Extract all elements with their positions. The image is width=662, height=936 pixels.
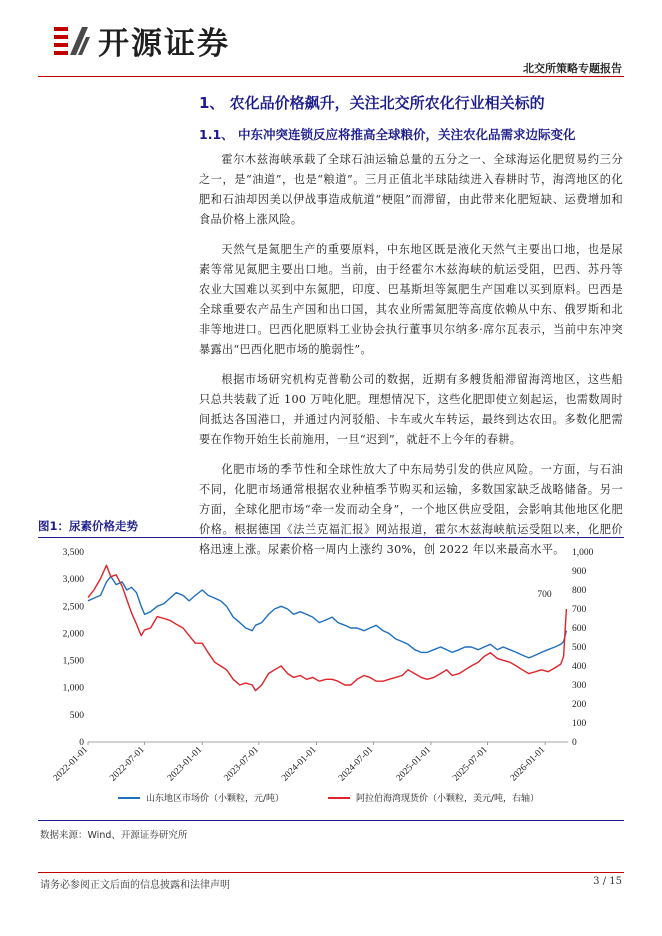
logo-text: 开源证券 [98,26,230,62]
y-right-tick-label: 300 [572,681,587,691]
chart-series [88,565,566,690]
y-right-tick-label: 200 [572,700,587,710]
y-right-tick-label: 0 [572,738,577,748]
header-divider [38,76,624,77]
y-left-tick-label: 1,000 [62,683,84,694]
figure-title: 图1：尿素价格走势 [38,519,139,533]
y-left-tick-label: 3,500 [62,548,84,558]
x-tick-label: 2025-01-01 [394,745,434,784]
annotation-label: 700 [537,590,552,600]
y-right-tick-label: 100 [572,719,587,729]
y-right-tick-label: 800 [572,586,587,596]
paragraph-1: 霍尔木兹海峡承载了全球石油运输总量的五分之一、全球海运化肥贸易约三分之一，是“油道”，也是“粮道”。三月正值北半球陆续进入春耕时节，海湾地区的化肥和石油却因美以伊战事造成航道“梗阻”而滞留，由此带来化肥短缺、运费增加和食品价格上涨风险。 [199,153,623,226]
x-tick-label: 2024-01-01 [280,745,319,784]
figure-bottom-rule [38,820,624,821]
x-tick-label: 2024-07-01 [337,745,376,784]
x-tick-label: 2026-01-01 [508,745,548,784]
page-header [0,0,662,78]
body-text [199,150,623,570]
x-tick-label: 2022-01-01 [51,745,91,784]
footer-divider [38,872,624,873]
y-right-tick-label: 600 [572,624,587,634]
paragraph-3: 根据市场研究机构克普勒公司的数据，近期有多艘货船滞留海湾地区，这些船只总共装载了近 100 万吨化肥。理想情况下，这些化肥即使立刻起运，也需数周时间抵达各国港口，并通过内河驳船、卡车或火车转运，最终到达农田。多数化肥需要在作物开始生长前施用，一旦“迟到”，就赶不上今年的春耕。 [199,373,623,446]
section-heading: 1、 农化品价格飙升，关注北交所农化行业相关标的 [199,94,545,112]
urea-price-chart [38,540,624,820]
data-source: 数据来源：Wind、开源证券研究所 [40,830,188,841]
brand-logo [52,18,230,63]
y-left-tick-label: 1,500 [62,656,84,667]
x-tick-label: 2022-07-01 [108,745,147,784]
report-type-label: 北交所策略专题报告 [523,62,622,75]
x-tick-label: 2023-01-01 [165,745,205,784]
chart-legend [118,792,539,804]
logo-mark-icon [52,21,92,61]
series-line-2 [88,565,566,690]
paragraph-2: 天然气是氮肥生产的重要原料，中东地区既是液化天然气主要出口地，也是尿素等常见氮肥主要出口地。当前，由于经霍尔木兹海峡的航运受阻，巴西、苏丹等农业大国难以买到中东氮肥，印度、巴基斯坦等氮肥生产国难以买到原料。巴西是全球重要农产品生产国和出口国，其农业所需氮肥等高度依赖从中东、俄罗斯和北非等地进口。巴西化肥原料工业协会执行董事贝尔纳多·席尔瓦表示，当前中东冲突暴露出“巴西化肥市场的脆弱性”。 [199,243,623,356]
y-left-tick-label: 3,000 [62,575,84,586]
x-tick-label: 2023-07-01 [222,745,261,784]
page-number: 3 / 15 [593,876,622,887]
footer-disclaimer: 请务必参阅正文后面的信息披露和法律声明 [40,880,230,891]
subsection-heading: 1.1、 中东冲突连锁反应将推高全球粮价，关注农化品需求边际变化 [199,127,576,142]
y-left-tick-label: 500 [69,710,84,721]
legend-label-2: 阿拉伯海湾现货价（小颗粒，美元/吨，右轴） [356,794,540,804]
y-right-tick-label: 700 [572,605,587,615]
paragraph-4: 化肥市场的季节性和全球性放大了中东局势引发的供应风险。一方面，与石油不同，化肥市场通常根据农业种植季节购买和运输，多数国家缺乏战略储备。另一方面，全球化肥市场“牵一发而动全身”，一个地区供应受阻，会影响其他地区化肥价格。根据德国《法兰克福汇报》网站报道，霍尔木兹海峡航运受阻以来，化肥价格迅速上涨。尿素价格一周内上涨约 30%，创 2022 年以来最高水平。 [199,463,623,556]
chart-axes [52,548,594,783]
y-right-tick-label: 500 [572,643,587,653]
y-left-tick-label: 2,000 [62,629,84,640]
y-right-tick-label: 900 [572,567,587,577]
x-tick-label: 2025-07-01 [451,745,490,784]
y-right-tick-label: 400 [572,662,587,672]
y-left-tick-label: 0 [79,738,84,748]
y-right-tick-label: 1,000 [572,548,594,558]
legend-label-1: 山东地区市场价（小颗粒，元/吨） [146,794,285,804]
y-left-tick-label: 2,500 [62,602,84,613]
figure-top-rule [38,537,624,538]
